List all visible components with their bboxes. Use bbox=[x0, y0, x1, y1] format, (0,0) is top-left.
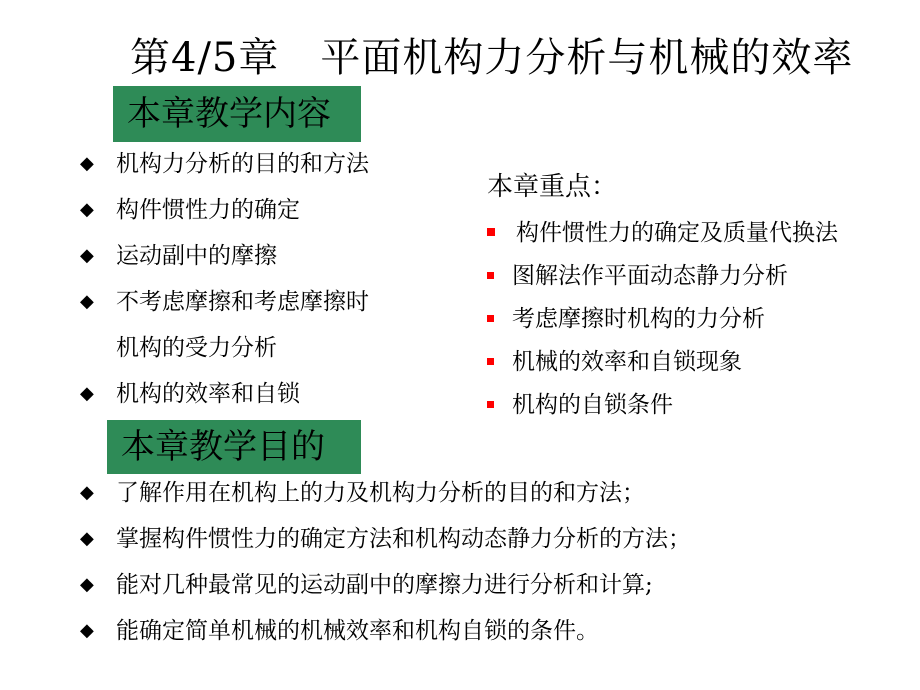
list-item-text: 机构的自锁条件 bbox=[512, 392, 673, 418]
content-list bbox=[80, 141, 440, 417]
list-item bbox=[80, 279, 440, 325]
goals-list bbox=[80, 470, 900, 654]
red-square-bullet-icon bbox=[487, 401, 494, 408]
red-square-bullet-icon bbox=[487, 358, 494, 365]
list-item-text: 构件惯性力的确定及质量代换法 bbox=[516, 220, 838, 246]
red-square-bullet-icon bbox=[487, 272, 494, 279]
list-item bbox=[80, 141, 440, 187]
diamond-bullet-icon: ◆ bbox=[80, 383, 94, 404]
list-item-text: 机构的受力分析 bbox=[116, 335, 277, 361]
diamond-bullet-icon: ◆ bbox=[80, 620, 94, 641]
list-item-text: 机械的效率和自锁现象 bbox=[512, 349, 742, 375]
list-item-text: 机构的效率和自锁 bbox=[116, 381, 300, 407]
list-item-text: 运动副中的摩擦 bbox=[116, 243, 277, 269]
list-item-text: 考虑摩擦时机构的力分析 bbox=[512, 306, 765, 332]
diamond-bullet-icon: ◆ bbox=[80, 153, 94, 174]
list-item bbox=[80, 608, 900, 654]
list-item bbox=[80, 233, 440, 279]
key-points-heading: 本章重点： bbox=[487, 172, 618, 202]
list-item-text: 不考虑摩擦和考虑摩擦时 bbox=[116, 289, 369, 315]
list-item bbox=[80, 187, 440, 233]
list-item-text: 掌握构件惯性力的确定方法和机构动态静力分析的方法； bbox=[116, 526, 691, 552]
diamond-bullet-icon: ◆ bbox=[80, 482, 94, 503]
red-square-bullet-icon bbox=[487, 228, 495, 236]
list-item bbox=[80, 562, 900, 608]
goals-section-heading: 本章教学目的 bbox=[107, 420, 361, 474]
diamond-bullet-icon: ◆ bbox=[80, 199, 94, 220]
list-item-text: 能对几种最常见的运动副中的摩擦力进行分析和计算; bbox=[116, 572, 653, 598]
list-item-text: 了解作用在机构上的力及机构力分析的目的和方法； bbox=[116, 480, 645, 506]
list-item bbox=[80, 371, 440, 417]
content-section-heading: 本章教学内容 bbox=[113, 86, 361, 142]
list-item bbox=[80, 516, 900, 562]
diamond-bullet-icon: ◆ bbox=[80, 528, 94, 549]
list-item-text: 图解法作平面动态静力分析 bbox=[512, 263, 788, 289]
list-item-continuation bbox=[80, 325, 440, 371]
list-item-text: 能确定简单机械的机械效率和机构自锁的条件。 bbox=[116, 618, 599, 644]
diamond-bullet-icon: ◆ bbox=[80, 291, 94, 312]
page-title: 第4/5章 平面机构力分析与机械的效率 bbox=[130, 35, 854, 81]
red-square-bullet-icon bbox=[487, 315, 494, 322]
list-item-text: 机构力分析的目的和方法 bbox=[116, 151, 369, 177]
diamond-bullet-icon: ◆ bbox=[80, 574, 94, 595]
diamond-bullet-icon: ◆ bbox=[80, 245, 94, 266]
list-item-text: 构件惯性力的确定 bbox=[116, 197, 300, 223]
list-item bbox=[80, 470, 900, 516]
